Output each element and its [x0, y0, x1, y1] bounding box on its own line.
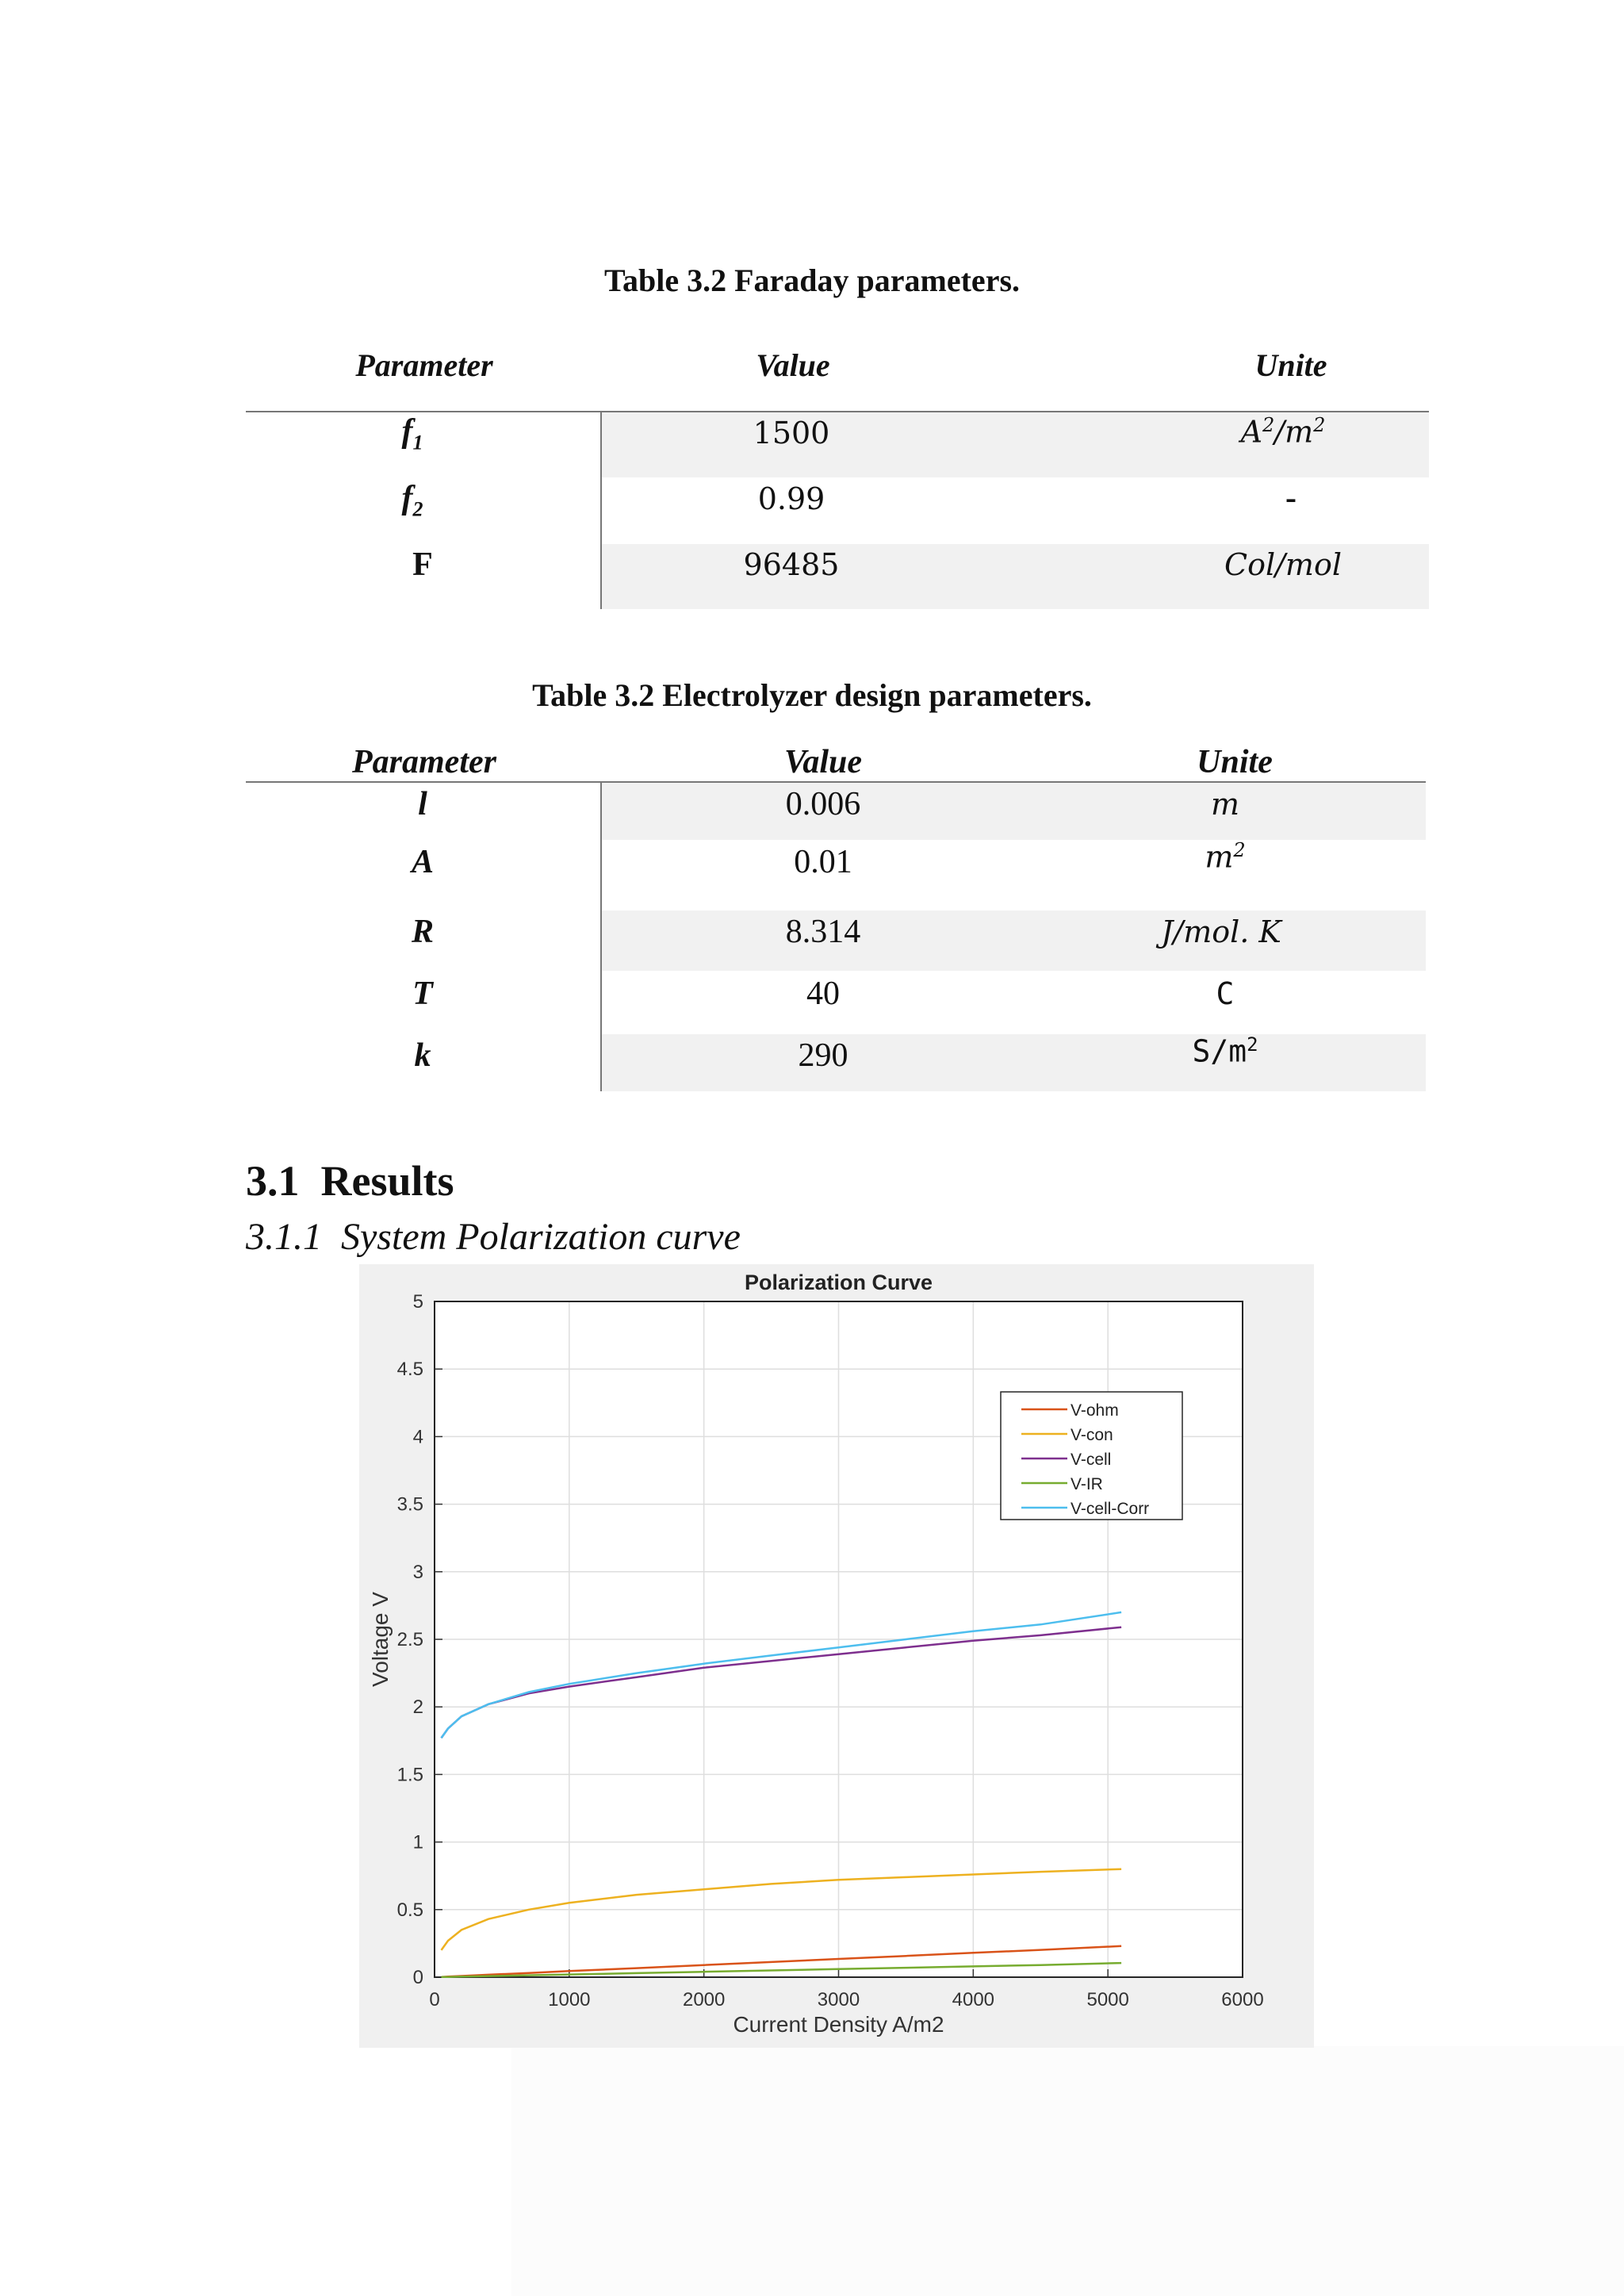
- chart-svg: [359, 1264, 1314, 2048]
- table1-row2-param: $f_2$: [401, 480, 423, 521]
- table1-row2-unit: -: [1285, 480, 1297, 516]
- table2-row3-param: R: [411, 914, 435, 950]
- table2-row3-value: 8.314: [785, 914, 861, 950]
- y-tick-label: 1.5: [396, 1764, 423, 1786]
- table2-row2-value: 0.01: [794, 844, 852, 880]
- y-tick-label: 0.5: [396, 1899, 423, 1921]
- table1-row1-value: 1500: [753, 416, 830, 450]
- subsection-heading: 3.1.1 System Polarization curve: [246, 1216, 741, 1258]
- table1-row1-unit: $A^2/m^2$: [1240, 414, 1326, 450]
- table1-row1-param: $f_1$: [401, 413, 423, 454]
- table2-row5-value: 290: [798, 1037, 848, 1074]
- table2-header-parameter: Parameter: [352, 744, 496, 780]
- y-tick-label: 4: [412, 1426, 423, 1448]
- table2-row3-unit: J/mol. K: [1161, 914, 1281, 949]
- table1-caption: Table 3.2 Faraday parameters.: [603, 263, 1021, 298]
- table1-row2-value: 0.99: [757, 481, 825, 516]
- y-tick-label: 0: [412, 1967, 423, 1988]
- table2-row-shade-3: [602, 910, 1426, 971]
- table2-row2-param: A: [411, 844, 435, 880]
- legend-label-v-cell: V-cell: [1071, 1451, 1112, 1469]
- table2-row-shade-5: [602, 1034, 1426, 1091]
- x-tick-label: 6000: [1221, 1989, 1264, 2010]
- table2-header-value: Value: [783, 744, 863, 780]
- table1-row3-unit: Col/mol: [1224, 547, 1342, 582]
- y-tick-label: 3.5: [396, 1493, 423, 1516]
- page-background-shade: [511, 2046, 1624, 2296]
- x-tick-label: 2000: [682, 1989, 726, 2010]
- y-tick-label: 2.5: [396, 1629, 423, 1650]
- x-axis-label: Current Density A/m2: [733, 2012, 944, 2037]
- x-tick-label: 3000: [817, 1989, 860, 2010]
- legend-label-v-cell-corr: V-cell-Corr: [1071, 1500, 1150, 1518]
- table2-row4-value: 40: [806, 976, 840, 1012]
- table1-column-divider: [600, 411, 602, 609]
- x-tick-label: 1000: [548, 1989, 591, 2010]
- table2-row4-param: T: [412, 976, 433, 1012]
- table2-row2-unit: $m^2$: [1205, 839, 1246, 875]
- table2-header-unite: Unite: [1197, 744, 1273, 780]
- table2-row4-unit: C: [1216, 976, 1235, 1011]
- table2-column-divider: [600, 781, 602, 1091]
- table2-row5-param: k: [414, 1037, 431, 1074]
- table2-row1-param: l: [418, 786, 427, 822]
- legend-label-v-con: V-con: [1071, 1426, 1113, 1444]
- y-tick-label: 5: [412, 1291, 423, 1313]
- legend-label-v-ir: V-IR: [1071, 1475, 1103, 1493]
- y-tick-label: 1: [412, 1831, 423, 1853]
- chart-title: Polarization Curve: [744, 1271, 933, 1294]
- table1-header-unite: Unite: [1254, 347, 1327, 383]
- y-tick-label: 2: [412, 1696, 423, 1719]
- y-tick-label: 4.5: [396, 1359, 423, 1381]
- table2-row1-value: 0.006: [785, 786, 861, 822]
- table1-row3-param: F: [412, 546, 433, 583]
- x-tick-label: 5000: [1086, 1989, 1129, 2010]
- section-heading: 3.1 Results: [246, 1157, 454, 1205]
- table1-header-value: Value: [756, 347, 830, 383]
- y-axis-label: Voltage V: [368, 1592, 393, 1687]
- table1-row3-value: 96485: [743, 547, 840, 582]
- x-tick-label: 0: [429, 1989, 440, 2010]
- table1-header-parameter: Parameter: [355, 347, 493, 383]
- x-tick-label: 4000: [952, 1989, 995, 2010]
- table2-row-shade-1: [602, 783, 1426, 840]
- legend-label-v-ohm: V-ohm: [1071, 1401, 1119, 1420]
- table2-row1-unit: m: [1210, 787, 1240, 822]
- table2-row5-unit: $S/m^2$: [1192, 1033, 1258, 1069]
- polarization-chart: [359, 1264, 1314, 2048]
- y-tick-label: 3: [412, 1561, 423, 1583]
- table2-caption: Table 3.2 Electrolyzer design parameters.: [532, 677, 1092, 713]
